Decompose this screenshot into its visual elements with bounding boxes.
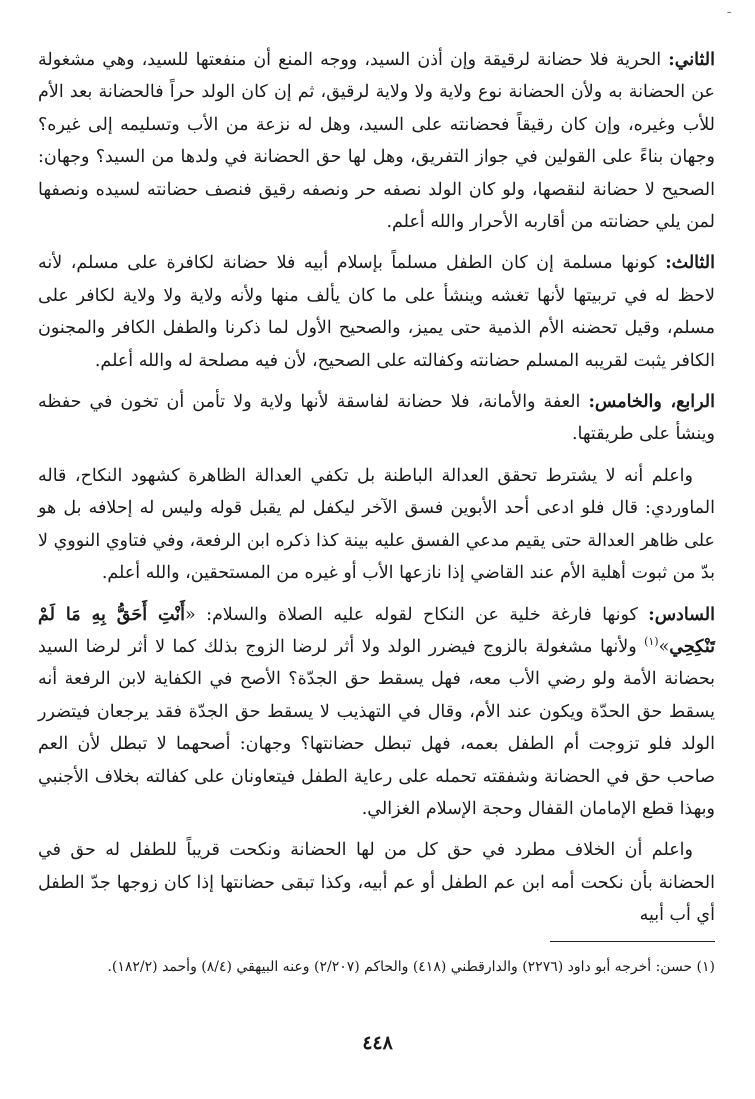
paragraph-text: واعلم أن الخلاف مطرد في حق كل من لها الحضانة ونكحت قريباً للطفل له حق في الحضانة بأن نكحت أمه ابن عم الطفل أو عم أبيه، وكذا تبقى حضانتها إذا كان زوجها جدّ الطفل أي أب أبيه — [38, 840, 715, 926]
paragraph-text: العفة والأمانة، فلا حضانة لفاسقة لأنها ولاية ولا تأمن أن تخون في حفظه وينشأ على طريقتها. — [38, 392, 715, 445]
corner-mark: ـ — [727, 2, 731, 16]
paragraph-lead: الثاني: — [668, 50, 715, 70]
paragraph-adalah — [38, 460, 715, 590]
paragraph-fourth-fifth — [38, 386, 715, 451]
footnote: (١) حسن: أخرجه أبو داود (٢٢٧٦) والدارقطني (٤١٨) والحاكم (٢/٢٠٧) وعنه البيهقي (٨/٤) وأحمد (١٨٢/٢). — [107, 959, 715, 975]
paragraph-khilaf — [38, 834, 715, 931]
paragraph-second — [38, 44, 715, 238]
hadith-quote: أَنْتِ أَحَقُّ بِهِ مَا لَمْ تَنْكِحِي — [38, 604, 715, 657]
main-text — [38, 44, 715, 941]
paragraph-lead: الثالث: — [665, 253, 715, 274]
paragraph-third — [38, 247, 715, 377]
paragraph-text: واعلم أنه لا يشترط تحقق العدالة الباطنة بل تكفي العدالة الظاهرة كشهود النكاح، قاله الماوردي: قال فلو ادعى أحد الأبوين فسق الآخر ليكفل لم يقبل قوله وليس له إحلافه بل هو على ظاهر العدالة حتى يقيم مدعي الفسق عليه بينة كذا ذكره ابن الرفعة، وفي فتاوي النووي لا بدّ من ثبوت أهلية الأم عند القاضي إذا نازعها الأب أو غيره من المستحقين، والله أعلم. — [38, 465, 715, 584]
paragraph-sixth — [38, 599, 715, 826]
paragraph-lead: السادس: — [648, 604, 715, 625]
footnote-reference[interactable]: (١) — [644, 635, 659, 649]
paragraph-text-before-quote: كونها فارغة خلية عن النكاح لقوله عليه الصلاة والسلام: « — [184, 604, 649, 625]
paragraph-text: كونها مسلمة إن كان الطفل مسلماً بإسلام أبيه فلا حضانة لكافرة على مسلم، لأنه لاحظ له في تربيتها لأنها تغشه وينشأ على ما كان يألف منها ولأنه ولاية ولا ولاية لكافر على مسلم، وقيل تحضنه الأم الذمية حتى يميز، والصحيح الأول لما ذكرنا والطفل الكافر والمجنون الكافر يثبت لقريبه المسلم حضانته وكفالته على الصحيح، لأن فيه مصلحة له والله أعلم. — [38, 253, 715, 371]
quote-close: » — [658, 636, 670, 657]
footnote-divider — [550, 941, 715, 942]
page-number: ٤٤٨ — [362, 1032, 393, 1054]
paragraph-text: الحرية فلا حضانة لرقيقة وإن أذن السيد، ووجه المنع أن منفعتها للسيد، وهي مشغولة عن الحضانة به ولأن الحضانة نوع ولاية ولا ولاية لرقيق، ثم إن كان الولد حراً فالحضانة بعد الأم للأب وغيره، وإن كان رقيقاً فحضانته على السيد، وهل له نزعة من الأب وتسليمه إلى غيره؟ وجهان بناءً على القولين في جواز التفريق، وهل لها حق الحضانة في ولدها من السيد؟ وجهان: الصحيح لا حضانة لنقصها، ولو كان الولد نصفه حر ونصفه رقيق فنصف حضانته لسيده ونصفها لمن يلي حضانته من أقاربه الأحرار والله أعلم. — [38, 50, 715, 233]
paragraph-text: ولأنها مشغولة بالزوج فيضرر الولد ولا أثر لرضا الزوج بذلك كما لا أثر لرضا السيد بحضانة الأمة ولو رضي الأب معه، فهل يسقط حق الجدّة؟ الأصح في الكفاية لابن الرفعة أنه يسقط حق الحدّة ويكون عند الأم، وقال في التهذيب لا يسقط حق الجدّة فقد يرجعان فيتضرر الولد فلو تزوجت أم الطفل بعمه، فهل تبطل حضانتها؟ وجهان: أصحهما لا تبطل لأن العم صاحب حق في الحضانة وشفقته تحمله على رعاية الطفل فيتعاونان على كفالته بخلاف الأجنبي وبهذا قطع الإمامان القفال وحجة الإسلام الغزالي. — [38, 636, 715, 819]
paragraph-lead: الرابع، والخامس: — [588, 392, 715, 413]
